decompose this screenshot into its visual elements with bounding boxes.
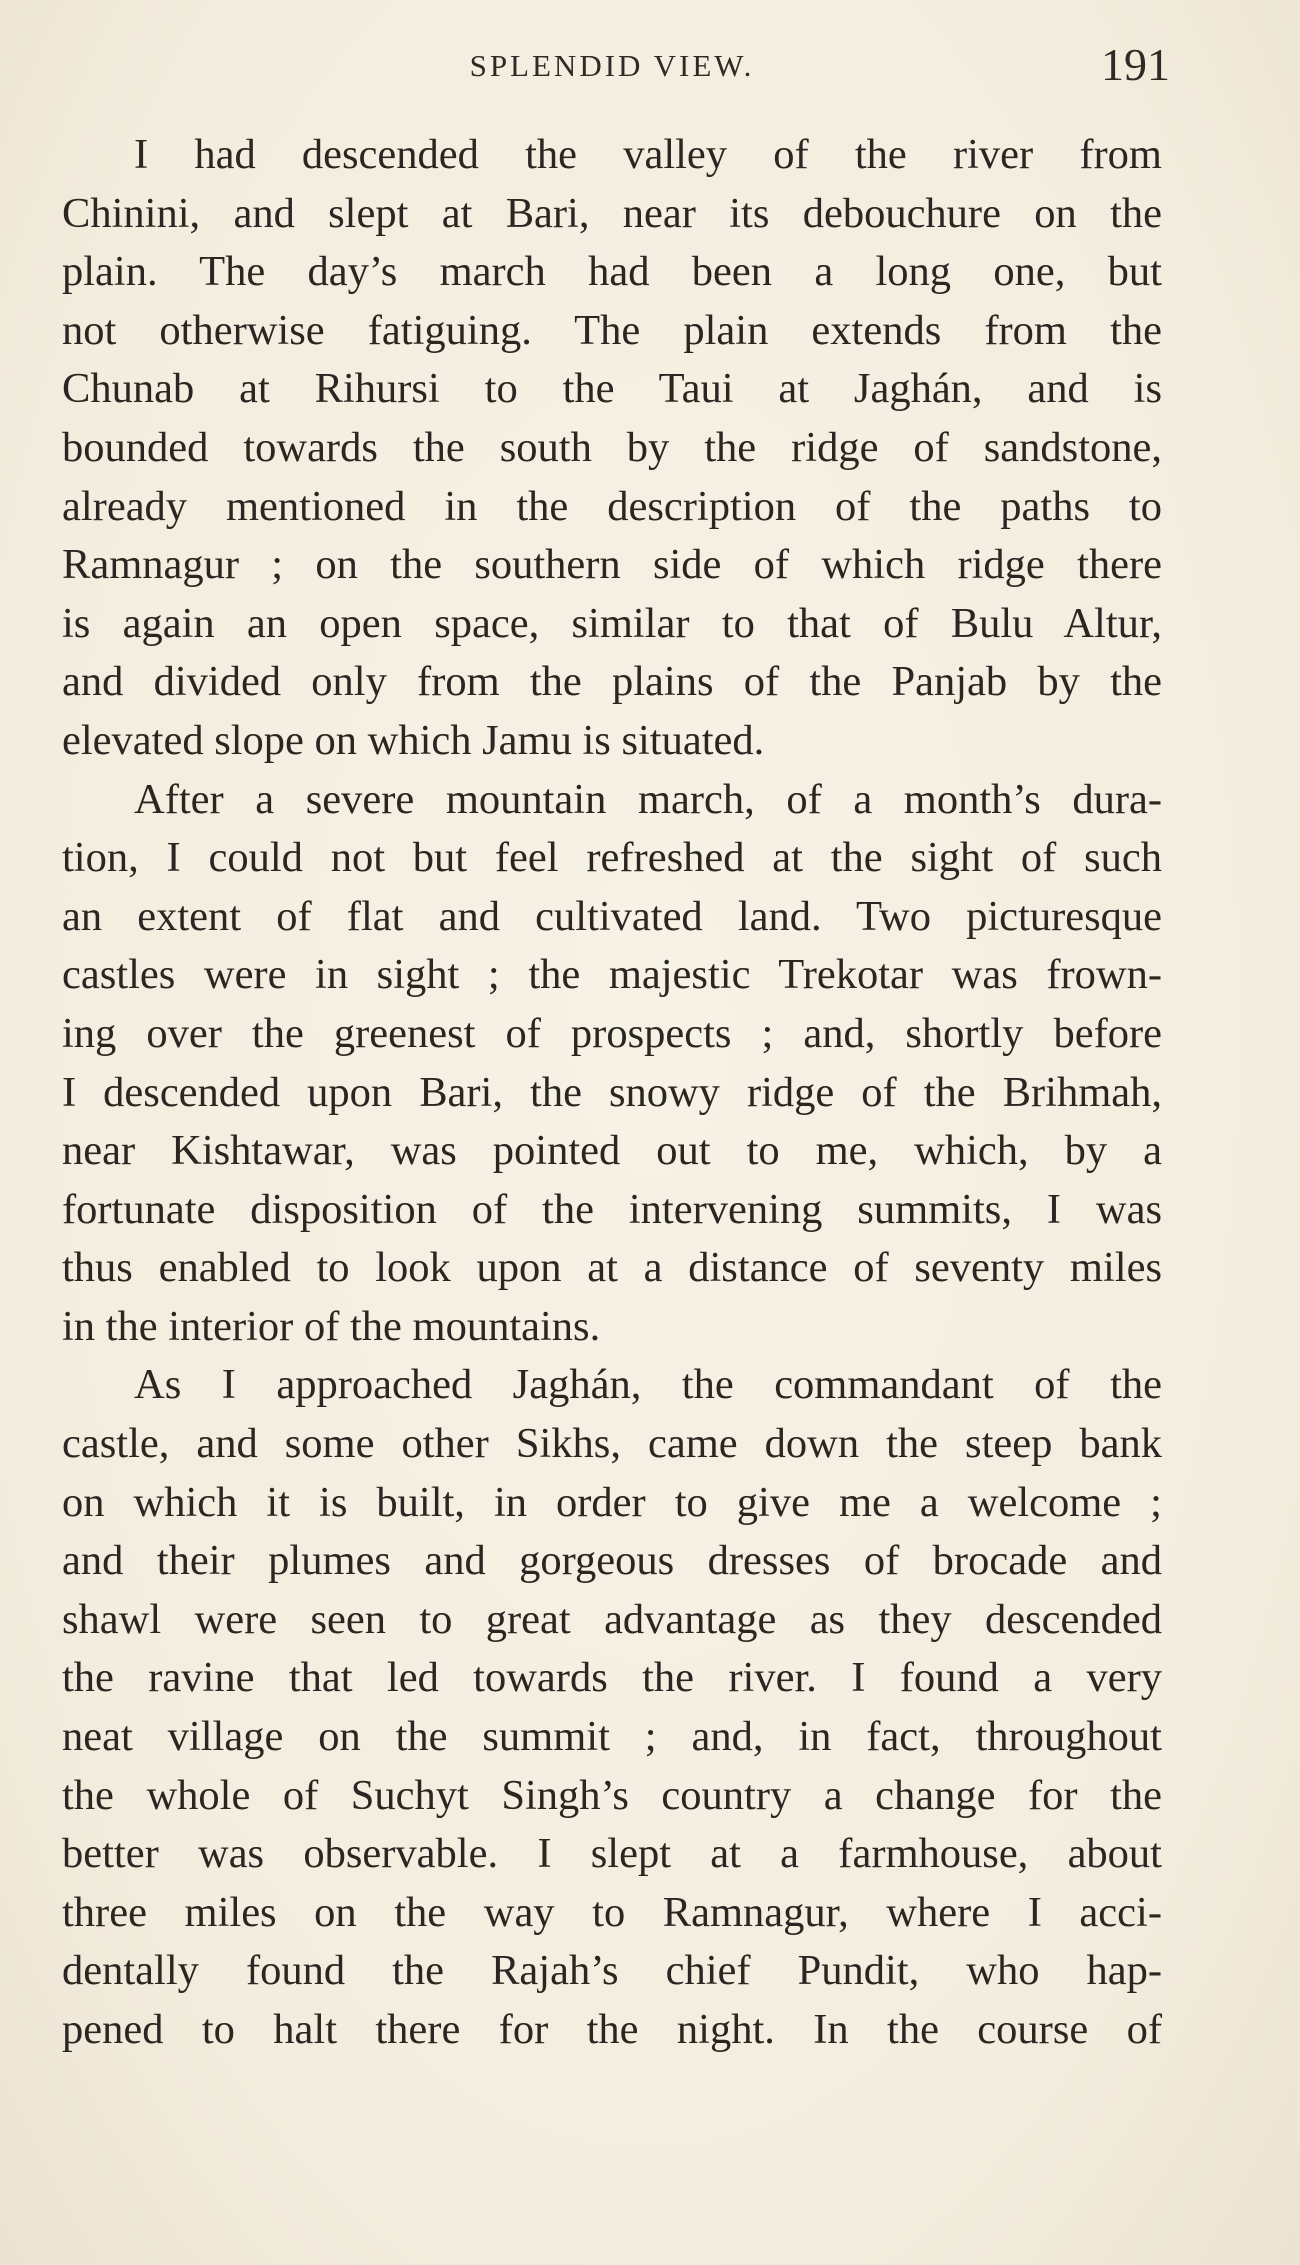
text-line: three miles on the way to Ramnagur, where I acci- [62, 1888, 1162, 1936]
text-line: and divided only from the plains of the Panjab by the [62, 658, 1162, 706]
text-line: pened to halt there for the night. In the course of [62, 2006, 1162, 2053]
body-text [62, 126, 1162, 2060]
text-line: neat village on the summit ; and, in fact, throughout [62, 1713, 1162, 1761]
text-line: thus enabled to look upon at a distance of seventy miles [62, 1244, 1162, 1292]
text-line: ing over the greenest of prospects ; and, shortly before [62, 1009, 1162, 1057]
text-line: As I approached Jaghán, the commandant of the [134, 1361, 1162, 1409]
text-line: bounded towards the south by the ridge of sandstone, [62, 423, 1162, 471]
text-line: I had descended the valley of the river from [134, 131, 1162, 178]
text-line: fortunate disposition of the intervening summits, I was [62, 1185, 1162, 1233]
page-number: 191 [1101, 39, 1170, 90]
text-line: and their plumes and gorgeous dresses of brocade and [62, 1537, 1162, 1585]
text-line: shawl were seen to great advantage as they descended [62, 1595, 1162, 1643]
text-line: tion, I could not but feel refreshed at the sight of such [62, 834, 1162, 882]
text-line: is again an open space, similar to that of Bulu Altur, [62, 599, 1162, 647]
text-line: Ramnagur ; on the southern side of which ridge there [62, 541, 1162, 589]
running-title: SPLENDID VIEW. [469, 48, 755, 83]
text-line: dentally found the Rajah’s chief Pundit, who hap- [62, 1947, 1162, 1995]
text-line: better was observable. I slept at a farmhouse, about [62, 1830, 1162, 1878]
text-line: elevated slope on which Jamu is situated. [62, 716, 765, 764]
text-line: near Kishtawar, was pointed out to me, which, by a [62, 1127, 1162, 1175]
text-line: Chinini, and slept at Bari, near its debouchure on the [62, 189, 1162, 237]
text-line: the ravine that led towards the river. I found a very [62, 1654, 1162, 1702]
text-line: an extent of flat and cultivated land. Two picturesque [62, 892, 1162, 940]
text-line: the whole of Suchyt Singh’s country a change for the [62, 1771, 1162, 1819]
text-line: After a severe mountain march, of a month’s dura- [134, 775, 1162, 823]
text-line: already mentioned in the description of the paths to [62, 482, 1162, 530]
text-line: plain. The day’s march had been a long one, but [62, 248, 1162, 296]
running-head [62, 39, 1170, 90]
text-line: not otherwise fatiguing. The plain extends from the [62, 306, 1162, 354]
text-line: castles were in sight ; the majestic Trekotar was frown- [62, 951, 1162, 999]
text-line: Chunab at Rihursi to the Taui at Jaghán, and is [62, 365, 1162, 413]
text-line: I descended upon Bari, the snowy ridge of the Brihmah, [62, 1068, 1162, 1116]
text-line: in the interior of the mountains. [62, 1302, 601, 1350]
text-line: castle, and some other Sikhs, came down the steep bank [62, 1420, 1162, 1468]
text-line: on which it is built, in order to give me a welcome ; [62, 1478, 1162, 1526]
